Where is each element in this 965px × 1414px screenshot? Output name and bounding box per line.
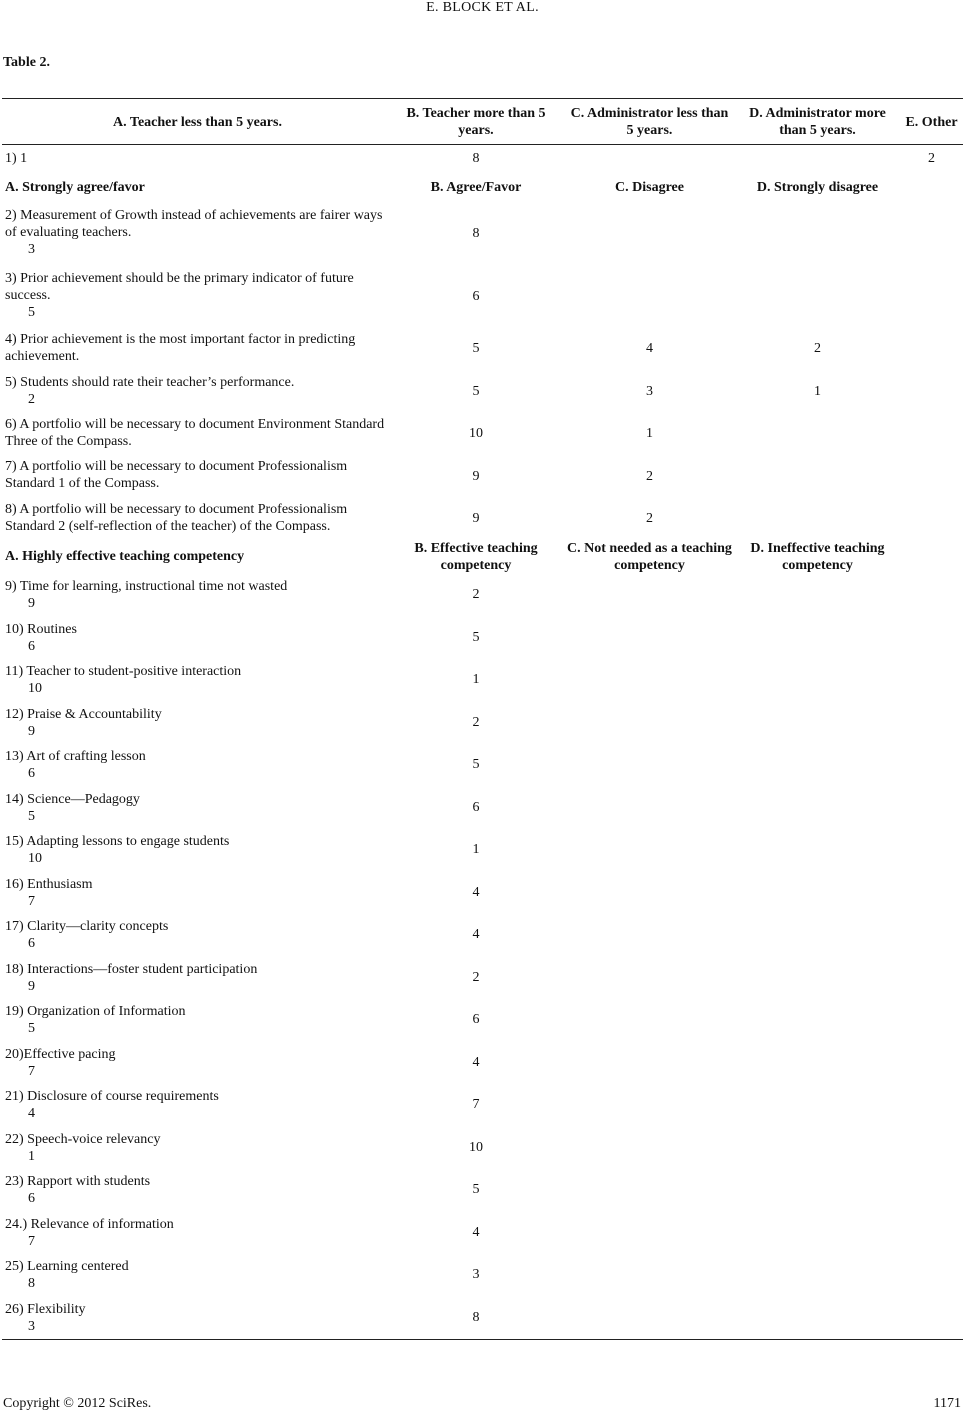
survey-item-d-count: 1 <box>814 384 821 399</box>
competency-item-b-count: 4 <box>472 1224 480 1240</box>
competency-item-a-count: 9 <box>28 723 35 739</box>
competency-item <box>5 1216 390 1250</box>
competency-item <box>5 876 390 910</box>
competency-item-a-count: 7 <box>28 1233 35 1249</box>
competency-item <box>5 1173 390 1207</box>
survey-item-b-count: 9 <box>472 511 480 526</box>
competency-item-b-count: 8 <box>472 1309 480 1325</box>
competency-item-text: 25) Learning centered <box>5 1259 129 1274</box>
competency-item <box>5 1301 390 1335</box>
survey-item-c-count: 1 <box>646 426 653 441</box>
competency-item-a-count: 7 <box>28 1063 35 1079</box>
competency-item <box>5 1131 390 1165</box>
competency-header-c: C. Not needed as a teaching competency <box>567 541 732 573</box>
competency-item-text: 14) Science—Pedagogy <box>5 791 140 807</box>
agree-header-d: D. Strongly disagree <box>756 180 879 195</box>
competency-item <box>5 791 390 825</box>
competency-item-text: 9) Time for learning, instructional time not wasted <box>5 579 288 594</box>
survey-item-b-count: 10 <box>469 426 483 441</box>
survey-item <box>5 501 390 535</box>
survey-item <box>5 458 390 492</box>
competency-item-text: 16) Enthusiasm <box>5 876 93 892</box>
survey-item-c-count: 2 <box>646 511 653 526</box>
competency-item-a-count: 9 <box>28 978 35 994</box>
competency-item <box>5 1046 390 1080</box>
survey-item-d-count: 2 <box>814 341 821 356</box>
competency-item-text: 23) Rapport with students <box>5 1174 151 1189</box>
competency-item-b-count: 2 <box>472 714 480 730</box>
survey-item-c-count: 2 <box>646 469 653 484</box>
survey-item <box>5 416 390 450</box>
competency-item-b-count: 2 <box>472 587 480 602</box>
competency-header-b: B. Effective teaching competency <box>414 541 538 573</box>
survey-item-c-count: 3 <box>646 384 653 399</box>
competency-item-a-count: 5 <box>28 1021 35 1036</box>
competency-item-a-count: 5 <box>28 808 35 824</box>
competency-item <box>5 663 390 697</box>
competency-item-b-count: 4 <box>472 1054 480 1070</box>
competency-item <box>5 748 390 782</box>
survey-item-b-count: 9 <box>472 469 480 484</box>
survey-item-a-count: 3 <box>28 242 35 257</box>
row1-e-value: 2 <box>928 151 935 166</box>
competency-item-text: 15) Adapting lessons to engage students <box>5 834 230 849</box>
survey-item <box>5 270 390 321</box>
competency-item-b-count: 3 <box>472 1267 480 1282</box>
competency-item-b-count: 10 <box>469 1139 483 1155</box>
survey-item-b-count: 8 <box>472 226 480 241</box>
survey-item <box>5 374 390 408</box>
header-col-c: C. Administrator less than 5 years. <box>570 106 729 138</box>
table-top-rule <box>2 98 963 99</box>
table-title: Table 2. <box>3 55 50 70</box>
header-col-b: B. Teacher more than 5 years. <box>406 106 546 138</box>
running-head: E. BLOCK ET AL. <box>426 0 539 15</box>
survey-item-text: 5) Students should rate their teacher’s performance. <box>5 375 295 390</box>
survey-item-a-count: 5 <box>28 305 35 320</box>
agree-header-a: A. Strongly agree/favor <box>5 180 145 195</box>
competency-item-b-count: 5 <box>472 629 480 645</box>
survey-item-b-count: 5 <box>472 384 480 399</box>
survey-item-text: 7) A portfolio will be necessary to document Professionalism Standard 1 of the Compass. <box>5 459 348 491</box>
competency-item <box>5 1258 390 1292</box>
competency-item-b-count: 1 <box>472 842 480 857</box>
table-bottom-rule <box>2 1339 963 1340</box>
competency-item-a-count: 6 <box>28 936 35 951</box>
header-col-a: A. Teacher less than 5 years. <box>113 115 282 130</box>
competency-item <box>5 578 390 612</box>
survey-item <box>5 331 390 365</box>
competency-item <box>5 706 390 740</box>
competency-item-a-count: 1 <box>28 1148 35 1164</box>
survey-item-text: 6) A portfolio will be necessary to document Environment Standard Three of the Compass. <box>5 417 385 449</box>
survey-item-text: 3) Prior achievement should be the primary indicator of future success. <box>5 271 354 303</box>
competency-item-text: 11) Teacher to student-positive interaction <box>5 664 242 679</box>
competency-item <box>5 961 390 995</box>
survey-item-text: 2) Measurement of Growth instead of achievements are fairer ways of evaluating teachers. <box>5 208 383 240</box>
competency-item-a-count: 6 <box>28 1191 35 1206</box>
competency-item <box>5 1088 390 1122</box>
competency-item-text: 18) Interactions—foster student participation <box>5 961 258 977</box>
competency-item-a-count: 8 <box>28 1276 35 1291</box>
survey-item-c-count: 4 <box>646 341 653 356</box>
competency-item-text: 17) Clarity—clarity concepts <box>5 919 169 934</box>
competency-item-text: 13) Art of crafting lesson <box>5 749 146 764</box>
competency-item-text: 21) Disclosure of course requirements <box>5 1089 219 1104</box>
competency-item <box>5 918 390 952</box>
competency-header-d: D. Ineffective teaching competency <box>750 541 885 573</box>
competency-item-a-count: 10 <box>28 681 42 696</box>
competency-item-b-count: 5 <box>472 757 480 772</box>
row1-label: 1) 1 <box>5 151 28 166</box>
competency-item-text: 12) Praise & Accountability <box>5 706 162 722</box>
survey-item-text: 4) Prior achievement is the most important factor in predicting achievement. <box>5 332 356 364</box>
competency-item-text: 19) Organization of Information <box>5 1004 186 1019</box>
competency-item <box>5 621 390 655</box>
survey-item-a-count: 2 <box>28 392 35 407</box>
competency-item-a-count: 6 <box>28 638 35 654</box>
header-col-d: D. Administrator more than 5 years. <box>749 106 886 138</box>
page-number: 1171 <box>933 1396 961 1411</box>
competency-item-a-count: 4 <box>28 1106 35 1121</box>
competency-item-b-count: 4 <box>472 927 480 942</box>
competency-header-a: A. Highly effective teaching competency <box>5 549 245 564</box>
competency-item-b-count: 4 <box>472 884 480 900</box>
survey-item-text: 8) A portfolio will be necessary to document Professionalism Standard 2 (self-reflection of the teacher) of the Compass. <box>5 502 348 534</box>
survey-item <box>5 207 390 258</box>
competency-item-b-count: 5 <box>472 1182 480 1197</box>
competency-item-b-count: 6 <box>472 1012 480 1027</box>
competency-item-text: 10) Routines <box>5 621 77 637</box>
agree-header-c: C. Disagree <box>615 180 684 195</box>
competency-item-text: 20)Effective pacing <box>5 1046 116 1062</box>
competency-item-a-count: 9 <box>28 596 35 611</box>
competency-item <box>5 833 390 867</box>
competency-item-text: 26) Flexibility <box>5 1301 86 1317</box>
header-col-e: E. Other <box>905 115 958 130</box>
competency-item-a-count: 3 <box>28 1318 35 1334</box>
competency-item-b-count: 7 <box>472 1097 480 1112</box>
competency-item-b-count: 6 <box>472 799 480 815</box>
row1-b-value: 8 <box>472 151 480 166</box>
survey-item-b-count: 5 <box>472 341 480 356</box>
competency-item-b-count: 2 <box>472 969 480 985</box>
competency-item-text: 24.) Relevance of information <box>5 1216 174 1232</box>
competency-item-a-count: 10 <box>28 851 42 866</box>
agree-header-b: B. Agree/Favor <box>430 180 522 195</box>
competency-item <box>5 1003 390 1037</box>
competency-item-text: 22) Speech-voice relevancy <box>5 1131 161 1147</box>
competency-item-a-count: 6 <box>28 766 35 781</box>
table-header-rule <box>2 144 963 145</box>
competency-item-a-count: 7 <box>28 893 35 909</box>
copyright-footer: Copyright © 2012 SciRes. <box>3 1396 152 1411</box>
survey-item-b-count: 6 <box>472 289 480 304</box>
competency-item-b-count: 1 <box>472 672 480 687</box>
